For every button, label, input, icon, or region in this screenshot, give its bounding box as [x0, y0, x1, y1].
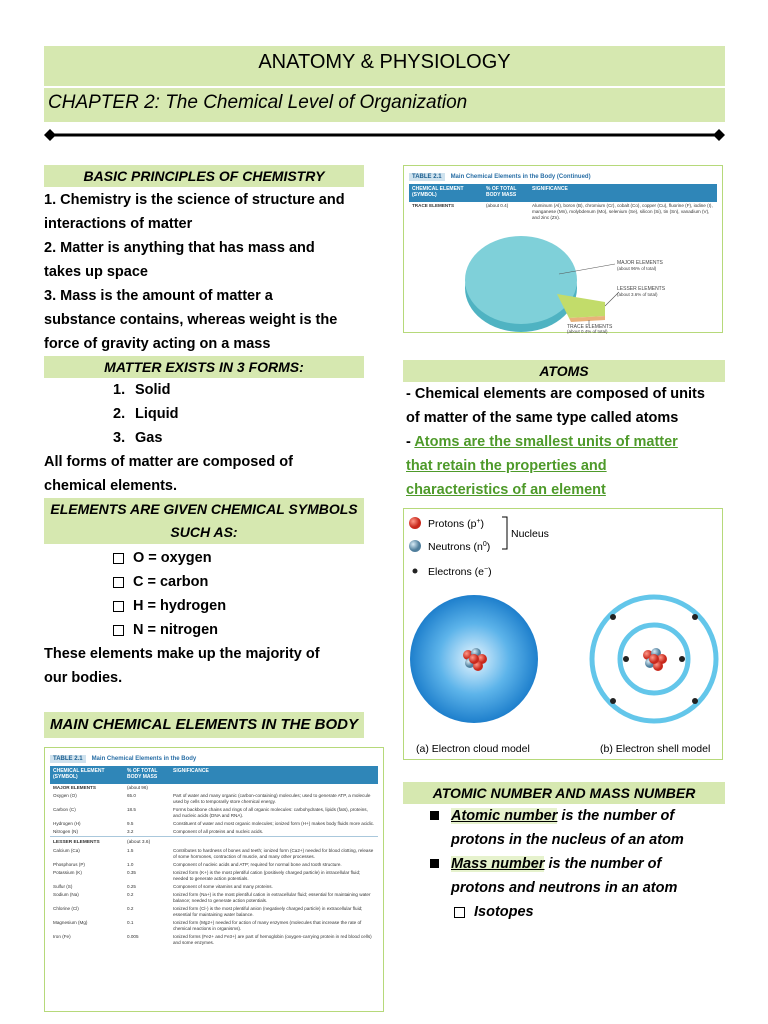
nucleus-shell — [643, 648, 667, 671]
table-row — [50, 861, 378, 869]
checkbox-icon — [113, 601, 124, 612]
cell-element: Carbon (C) — [53, 807, 76, 812]
atomic-number-list — [430, 804, 722, 924]
text-line: of matter of the same type called atoms — [406, 410, 679, 426]
term-definition: protons in the nucleus of an atom — [451, 832, 684, 848]
cell-significance: Component of some vitamins and many proteins. — [173, 884, 273, 889]
cell-significance: Forms backbone chains and rings of all organic molecules: carbohydrates, lipids (fats), proteins, and nucleic acids (DNA and RNA). — [173, 807, 368, 818]
table-header — [409, 184, 717, 202]
list-item — [430, 804, 722, 828]
cell-element: Sodium (Na) — [53, 892, 79, 897]
list-label: Liquid — [135, 406, 179, 422]
cell-element: Nitrogen (N) — [53, 829, 79, 834]
list-item — [113, 402, 333, 426]
cell-significance: Ionized form (Na+) is the most plentiful cation in extracellular fluid; essential for maintaining water balance; needed to generate action potentials. — [173, 892, 371, 903]
legend-neutrons: Neutrons $(n^0)$ — [428, 541, 491, 553]
atomic-number-heading: ATOMIC NUMBER AND MASS NUMBER — [403, 782, 725, 804]
label-trace-sub: (about 0.4% of total) — [567, 329, 608, 334]
cell-percent: (about 0.4) — [486, 203, 509, 208]
chemical-symbols-list — [113, 546, 353, 642]
legend-protons: Protons (p+) — [428, 518, 485, 530]
atoms-heading: ATOMS — [403, 360, 725, 382]
text-line: 2. Matter is anything that has mass and — [44, 240, 315, 256]
bullet-square-icon — [430, 859, 439, 868]
table-row — [50, 820, 378, 828]
highlight-text: characteristics of an element — [406, 482, 606, 498]
figure-tag: TABLE 2.1 — [409, 173, 445, 181]
cell-significance: Component of nucleic acids and ATP; required for normal bone and tooth structure. — [173, 862, 342, 867]
text-line: our bodies. — [44, 670, 123, 686]
caption-cloud-model: (a) Electron cloud model — [416, 743, 530, 755]
table-row — [50, 883, 378, 891]
cell-element: Phosphorus (P) — [53, 862, 85, 867]
atom-models-figure — [403, 508, 723, 760]
cell-percent: 1.5 — [127, 848, 134, 853]
term-definition: is the number of — [544, 856, 662, 872]
table-row — [50, 933, 378, 947]
cell-percent: 1.0 — [127, 862, 134, 867]
cell-element: Oxygen (O) — [53, 793, 77, 798]
list-label: Gas — [135, 430, 163, 446]
text-line — [406, 430, 726, 454]
label-trace: TRACE ELEMENTS — [567, 324, 613, 330]
cell-percent: 0.25 — [127, 884, 136, 889]
table-row — [50, 891, 378, 905]
list-number: 1. — [113, 382, 126, 398]
list-label: Isotopes — [474, 904, 534, 920]
list-item-continuation — [430, 876, 722, 900]
column-header: SIGNIFICANCE — [532, 186, 568, 192]
elements-summary — [44, 642, 364, 690]
cell-element: Chlorine (Cl) — [53, 906, 79, 911]
chemical-symbols-heading: ELEMENTS ARE GIVEN CHEMICAL SYMBOLS SUCH AS: — [44, 498, 364, 544]
label-major: MAJOR ELEMENTS — [617, 260, 663, 266]
text-line: All forms of matter are composed of — [44, 454, 293, 470]
cell-element: Magnesium (Mg) — [53, 920, 88, 925]
checkbox-icon — [113, 577, 124, 588]
list-label: H = hydrogen — [133, 598, 227, 614]
cell-element: Hydrogen (H) — [53, 821, 81, 826]
text-line: force of gravity acting on a mass — [44, 336, 271, 352]
table-row — [50, 806, 378, 820]
matter-forms-heading: MATTER EXISTS IN 3 FORMS: — [44, 356, 364, 378]
cell-significance: Component of all proteins and nucleic acids. — [173, 829, 264, 834]
cell-percent: 9.5 — [127, 821, 134, 826]
atom-models-diagram — [404, 509, 721, 758]
chapter-title: CHAPTER 2: The Chemical Level of Organization — [44, 88, 725, 122]
cell-significance: Ionized form (K+) is the most plentiful cation (positively charged particle) in intracellular fluid; needed to generate action potentials. — [173, 870, 361, 881]
text-line: 3. Mass is the amount of matter a — [44, 288, 273, 304]
term: Mass number — [451, 856, 545, 872]
section-divider — [44, 128, 725, 142]
list-label: Solid — [135, 382, 171, 398]
cell-element: TRACE ELEMENTS — [412, 203, 455, 208]
list-item — [430, 852, 722, 876]
document-title: ANATOMY & PHYSIOLOGY — [44, 46, 725, 86]
table-section-row — [50, 836, 378, 847]
cell-significance: Ionized form (Cl-) is the most plentiful anion (negatively charged particle) in extracellular fluid; essential for maintaining water balance. — [173, 906, 363, 917]
list-item — [113, 426, 333, 450]
term-definition: protons and neutrons in an atom — [451, 880, 678, 896]
list-item — [113, 378, 333, 402]
cell-significance: Part of water and many organic (carbon-containing) molecules; used to generate ATP, a molecule used by cells to temporarily store chemical energy. — [173, 793, 371, 804]
cell-element: Potassium (K) — [53, 870, 82, 875]
column-header: SIGNIFICANCE — [173, 768, 209, 774]
table-row — [50, 847, 378, 861]
nucleus-bracket — [502, 517, 507, 549]
atoms-text — [406, 382, 726, 502]
text-line: takes up space — [44, 264, 148, 280]
legend-nucleus: Nucleus — [511, 528, 549, 540]
highlight-text: Atoms are the smallest units of matter — [414, 434, 678, 450]
table-title: Main Chemical Elements in the Body — [91, 756, 197, 762]
lesser-elements-rows — [50, 847, 378, 947]
cell-significance: Ionized forms (Fe2+ and Fe3+) are part of hemoglobin (oxygen-carrying protein in red blood cells) and some enzymes. — [173, 934, 372, 945]
matter-summary — [44, 450, 364, 498]
text-line — [406, 478, 726, 502]
electron-icon — [413, 569, 418, 574]
cell-element: Calcium (Ca) — [53, 848, 80, 853]
cell-significance: Aluminum (Al), boron (B), chromium (Cr), cobalt (Co), copper (Cu), fluorine (F), iodine (I), manganese (Mn), molybdenum (Mo), selenium (Se), silicon (Si), tin (Sn), vanadium (V), and zinc (Zn). — [532, 203, 713, 220]
trace-elements-figure — [403, 165, 723, 333]
cell-percent: 65.0 — [127, 793, 136, 798]
table-tag: TABLE 2.1 — [50, 755, 86, 763]
column-header: CHEMICAL ELEMENT (SYMBOL) — [53, 768, 105, 780]
cell-percent: 0.35 — [127, 870, 136, 875]
column-header: % OF TOTAL BODY MASS — [486, 186, 517, 198]
list-item — [113, 594, 353, 618]
main-elements-table — [44, 747, 384, 1012]
cell-percent: 0.005 — [127, 934, 139, 939]
section-total: (about 96) — [127, 785, 148, 790]
cell-percent: 0.2 — [127, 892, 134, 897]
cell-element: Iron (Fe) — [53, 934, 71, 939]
basic-principles-text — [44, 188, 364, 356]
cell-percent: 3.2 — [127, 829, 134, 834]
highlight-text: that retain the properties and — [406, 458, 607, 474]
term-definition: is the number of — [557, 808, 675, 824]
section-total: (about 3.6) — [127, 840, 151, 845]
list-number: 2. — [113, 406, 126, 422]
cell-percent: 0.1 — [127, 920, 134, 925]
text-line: interactions of matter — [44, 216, 193, 232]
figure-title: Main Chemical Elements in the Body (Continued) — [450, 174, 591, 180]
text-line: substance contains, whereas weight is the — [44, 312, 338, 328]
checkbox-icon — [113, 553, 124, 564]
list-label: O = oxygen — [133, 550, 212, 566]
pie-slice-major — [465, 236, 577, 324]
list-label: N = nitrogen — [133, 622, 218, 638]
figure-caption — [409, 170, 717, 184]
list-item — [113, 546, 353, 570]
text-line — [406, 454, 726, 478]
legend-electrons: Electrons (e−) — [428, 566, 492, 578]
text-line: chemical elements. — [44, 478, 177, 494]
section-label: MAJOR ELEMENTS — [53, 785, 96, 790]
text-line: These elements make up the majority of — [44, 646, 320, 662]
label-lesser: LESSER ELEMENTS — [617, 286, 666, 292]
cell-significance: Constituent of water and most organic molecules; ionized form (H+) makes body fluids more acidic. — [173, 821, 375, 826]
cell-significance: Ionized form (Mg2+) needed for action of many enzymes (molecules that increase the rate of chemical reactions in organisms). — [173, 920, 362, 931]
label-lesser-sub: (about 3.6% of total) — [617, 292, 658, 297]
cell-percent: 18.5 — [127, 807, 136, 812]
neutron-icon — [409, 540, 421, 552]
table-header — [50, 766, 378, 784]
bullet-square-icon — [430, 811, 439, 820]
table-row — [409, 202, 717, 222]
cell-percent: 0.2 — [127, 906, 134, 911]
table-row — [50, 905, 378, 919]
table-caption — [50, 752, 378, 766]
element-pie-chart — [409, 222, 715, 334]
major-elements-rows — [50, 792, 378, 836]
table-section-row — [50, 784, 378, 792]
checkbox-icon — [454, 907, 465, 918]
column-header: CHEMICAL ELEMENT (SYMBOL) — [412, 186, 464, 198]
table-row — [50, 828, 378, 836]
term: Atomic number — [451, 808, 558, 824]
checkbox-icon — [113, 625, 124, 636]
text-line: - Chemical elements are composed of units — [406, 386, 705, 402]
cell-element: Sulfur (S) — [53, 884, 73, 889]
list-item-continuation — [430, 828, 722, 852]
text-line: 1. Chemistry is the science of structure and — [44, 192, 345, 208]
main-elements-heading: MAIN CHEMICAL ELEMENTS IN THE BODY — [44, 712, 364, 738]
list-item — [113, 618, 353, 642]
table-row — [50, 792, 378, 806]
cell-significance: Contributes to hardness of bones and teeth; ionized form (Ca2+) needed for blood clotting, release of some hormones, contraction of muscle, and many other processes. — [173, 848, 374, 859]
label-major-sub: (about 96% of total) — [617, 266, 657, 271]
sub-list-item — [430, 900, 722, 924]
matter-forms-list — [113, 378, 333, 450]
list-label: C = carbon — [133, 574, 209, 590]
table-row — [50, 919, 378, 933]
column-header: % OF TOTAL BODY MASS — [127, 768, 158, 780]
proton-icon — [409, 517, 421, 529]
list-item — [113, 570, 353, 594]
caption-shell-model: (b) Electron shell model — [600, 743, 711, 755]
list-number: 3. — [113, 430, 126, 446]
basic-principles-heading: BASIC PRINCIPLES OF CHEMISTRY — [44, 165, 364, 187]
table-row — [50, 869, 378, 883]
section-label: LESSER ELEMENTS — [53, 840, 100, 845]
dash: - — [406, 434, 415, 450]
